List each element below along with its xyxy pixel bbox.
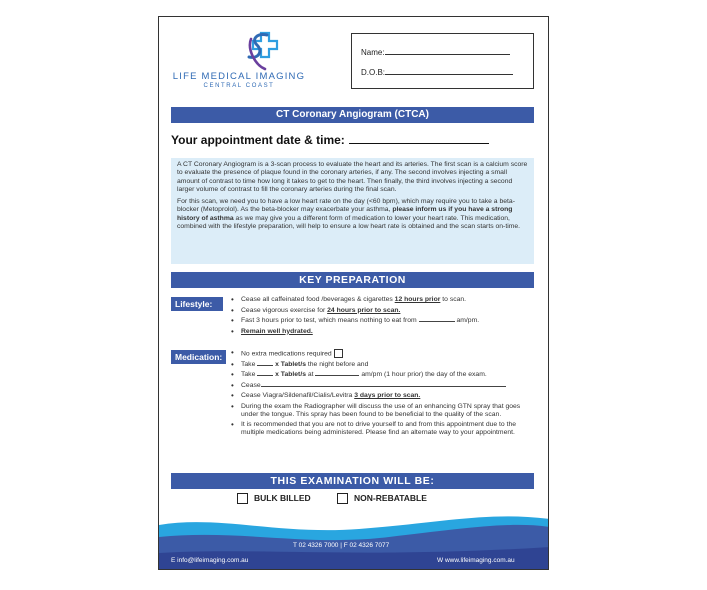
footer-email[interactable]: E info@lifeimaging.com.au	[171, 557, 249, 564]
night-tablet-count-field[interactable]	[257, 365, 273, 366]
footer-website[interactable]: W www.lifeimaging.com.au	[437, 557, 515, 564]
no-medication-checkbox[interactable]	[334, 349, 343, 358]
list-item: • Take x Tablet/s the night before and	[231, 361, 536, 369]
patient-id-box	[351, 33, 534, 89]
life-medical-imaging-logo	[217, 29, 307, 75]
non-rebatable-option[interactable]: NON-REBATABLE	[337, 493, 427, 504]
list-item: • Cease all caffeinated food /beverages & cigarettes 12 hours prior to scan.	[231, 296, 536, 304]
name-field[interactable]	[385, 54, 510, 55]
cease-medication-field[interactable]	[261, 386, 506, 387]
lifestyle-label: Lifestyle:	[171, 297, 223, 311]
bulk-billed-option[interactable]: BULK BILLED	[237, 493, 311, 504]
list-item: • Cease Viagra/Sildenafil/Cialis/Levitra 3 days prior to scan.	[231, 392, 536, 400]
appointment-label: Your appointment date & time:	[171, 133, 345, 147]
name-label: Name:	[361, 48, 385, 57]
list-item: • Take x Tablet/s at am/pm (1 hour prior) the day of the exam.	[231, 371, 536, 379]
intro-panel	[171, 158, 534, 264]
brand-block	[169, 71, 309, 89]
appointment-line	[171, 133, 489, 147]
list-item: • During the exam the Radiographer will discuss the use of an enhancing GTN spray that goes under the tongue. This spray has been found to be beneficial to the quality of the scan.	[231, 403, 536, 419]
day-tablet-time-field[interactable]	[315, 375, 359, 376]
list-item: • It is recommended that you are not to drive yourself to and from this appointment due to the multiple medications being administered. Please find an alternate way to your appointment.	[231, 421, 536, 437]
footer-phone: T 02 4326 7000 | F 02 4326 7077	[293, 542, 390, 549]
dob-label: D.O.B:	[361, 68, 386, 77]
key-preparation-heading: KEY PREPARATION	[171, 272, 534, 288]
intro-paragraph-2: For this scan, we need you to have a low heart rate on the day (<60 bpm), which may require you to take a beta-blocker (Metoprolol). As the beta-blocker may exacerbate your asthma, please inform us if you have a strong history of asthma as we may give you a different form of medication to lower your heart rate. This medication, combined with the lifestyle preparation, will help to ensure a low heart rate is obtained and the scan starts on-time.	[177, 198, 521, 231]
non-rebatable-checkbox[interactable]	[337, 493, 348, 504]
lifestyle-list	[231, 296, 536, 338]
list-item: • Cease vigorous exercise for 24 hours prior to scan.	[231, 307, 536, 315]
list-item: • Fast 3 hours prior to test, which means nothing to eat from am/pm.	[231, 317, 536, 325]
dob-field[interactable]	[385, 74, 513, 75]
asthma-warning: please inform us if you have a strong history of asthma	[177, 206, 513, 222]
medication-list	[231, 349, 536, 440]
examination-heading: THIS EXAMINATION WILL BE:	[171, 473, 534, 489]
fast-time-field[interactable]	[419, 321, 455, 322]
list-item: • Cease	[231, 382, 536, 390]
footer	[159, 507, 549, 570]
brand-subtitle: CENTRAL COAST	[203, 83, 275, 89]
page-title: CT Coronary Angiogram (CTCA)	[171, 107, 534, 123]
list-item: • Remain well hydrated.	[231, 328, 536, 336]
list-item: • No extra medications required	[231, 349, 536, 358]
medication-label: Medication:	[171, 350, 226, 364]
referral-sheet	[158, 16, 549, 570]
billing-options	[237, 493, 451, 504]
bulk-billed-checkbox[interactable]	[237, 493, 248, 504]
appointment-field[interactable]	[349, 143, 489, 144]
day-tablet-count-field[interactable]	[257, 375, 273, 376]
brand-name: LIFE MEDICAL IMAGING	[172, 71, 306, 82]
intro-paragraph-1: A CT Coronary Angiogram is a 3-scan process to evaluate the heart and its arteries. The first scan is a calcium score to evaluate the presence of plaque found in the coronary arteries, if any. The second involves injecting a small amount of contrast to time how long it takes to get to the heart. Then finally, the third involves injecting a second larger volume of contrast to fill the coronary arteries during the final scan.	[177, 161, 528, 193]
